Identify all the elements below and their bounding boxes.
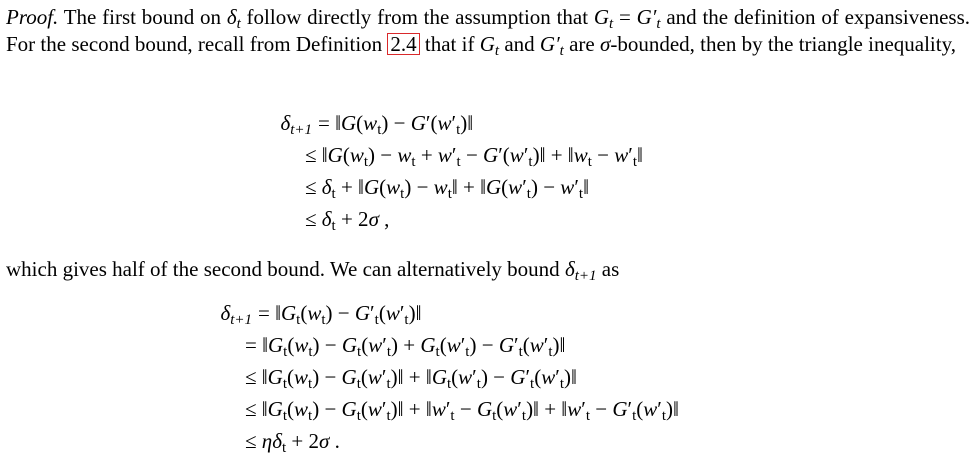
eq1-row-1: = $‖G(w_t)$ − $G'(w'_t)‖$: [318, 111, 474, 138]
equation-block-1: [0, 108, 976, 238]
proof-paragraph-intro: Proof. The first bound on $\delta_t$ follow directly from the assumption that $G_t = G'_t$ and the definition of expansiveness. For the second bound, recall from Definition 2.4 that if $G_t$ and $G'_t$ are σ-bounded, then by the triangle inequality,: [6, 5, 970, 59]
proof-label: Proof.: [6, 5, 59, 29]
eq2-row-3: ≤ $‖G_t(w_t)$ − $G_t(w'_t)‖$ + $‖G_t(w'_t)$ − $G'_t(w'_t)‖$: [245, 365, 577, 392]
eq2-row-4: ≤ $‖G_t(w_t)$ − $G_t(w'_t)‖$ + $‖w'_t$ − $G_t(w'_t)‖$ + $‖w'_t$ − $G'_t(w'_t)‖$: [245, 397, 679, 424]
definition-reference-link[interactable]: 2.4: [387, 33, 419, 55]
eq1-row-4: ≤ $\delta_t + 2\sigma$ ,: [305, 207, 390, 234]
equation-block-2: [0, 298, 976, 463]
eq1-lhs: $\delta_{t+1}$: [280, 111, 312, 138]
eq2-row-5: ≤ $\eta\delta_t + 2\sigma$ .: [245, 429, 340, 456]
eq2-lhs: $\delta_{t+1}$: [220, 301, 252, 328]
eq1-row-3: ≤ $\delta_t$ + $‖G(w_t)$ − $w_t‖$ + $‖G(w'_t)$ − $w'_t‖$: [305, 175, 589, 202]
eq2-row-1: = $‖G_t(w_t)$ − $G'_t(w'_t)‖$: [258, 301, 422, 328]
eq1-row-2: ≤ $‖G(w_t) - w_t + w'_t$ − $G'(w'_t)‖$ + $‖w_t$ − $w'_t‖$: [305, 143, 643, 170]
eq2-row-2: = $‖G_t(w_t) - G_t(w'_t) + G_t(w'_t)$ − $G'_t(w'_t)‖$: [245, 333, 566, 360]
proof-paragraph-middle: which gives half of the second bound. We can alternatively bound $\delta_{t+1}$ as: [6, 257, 620, 284]
